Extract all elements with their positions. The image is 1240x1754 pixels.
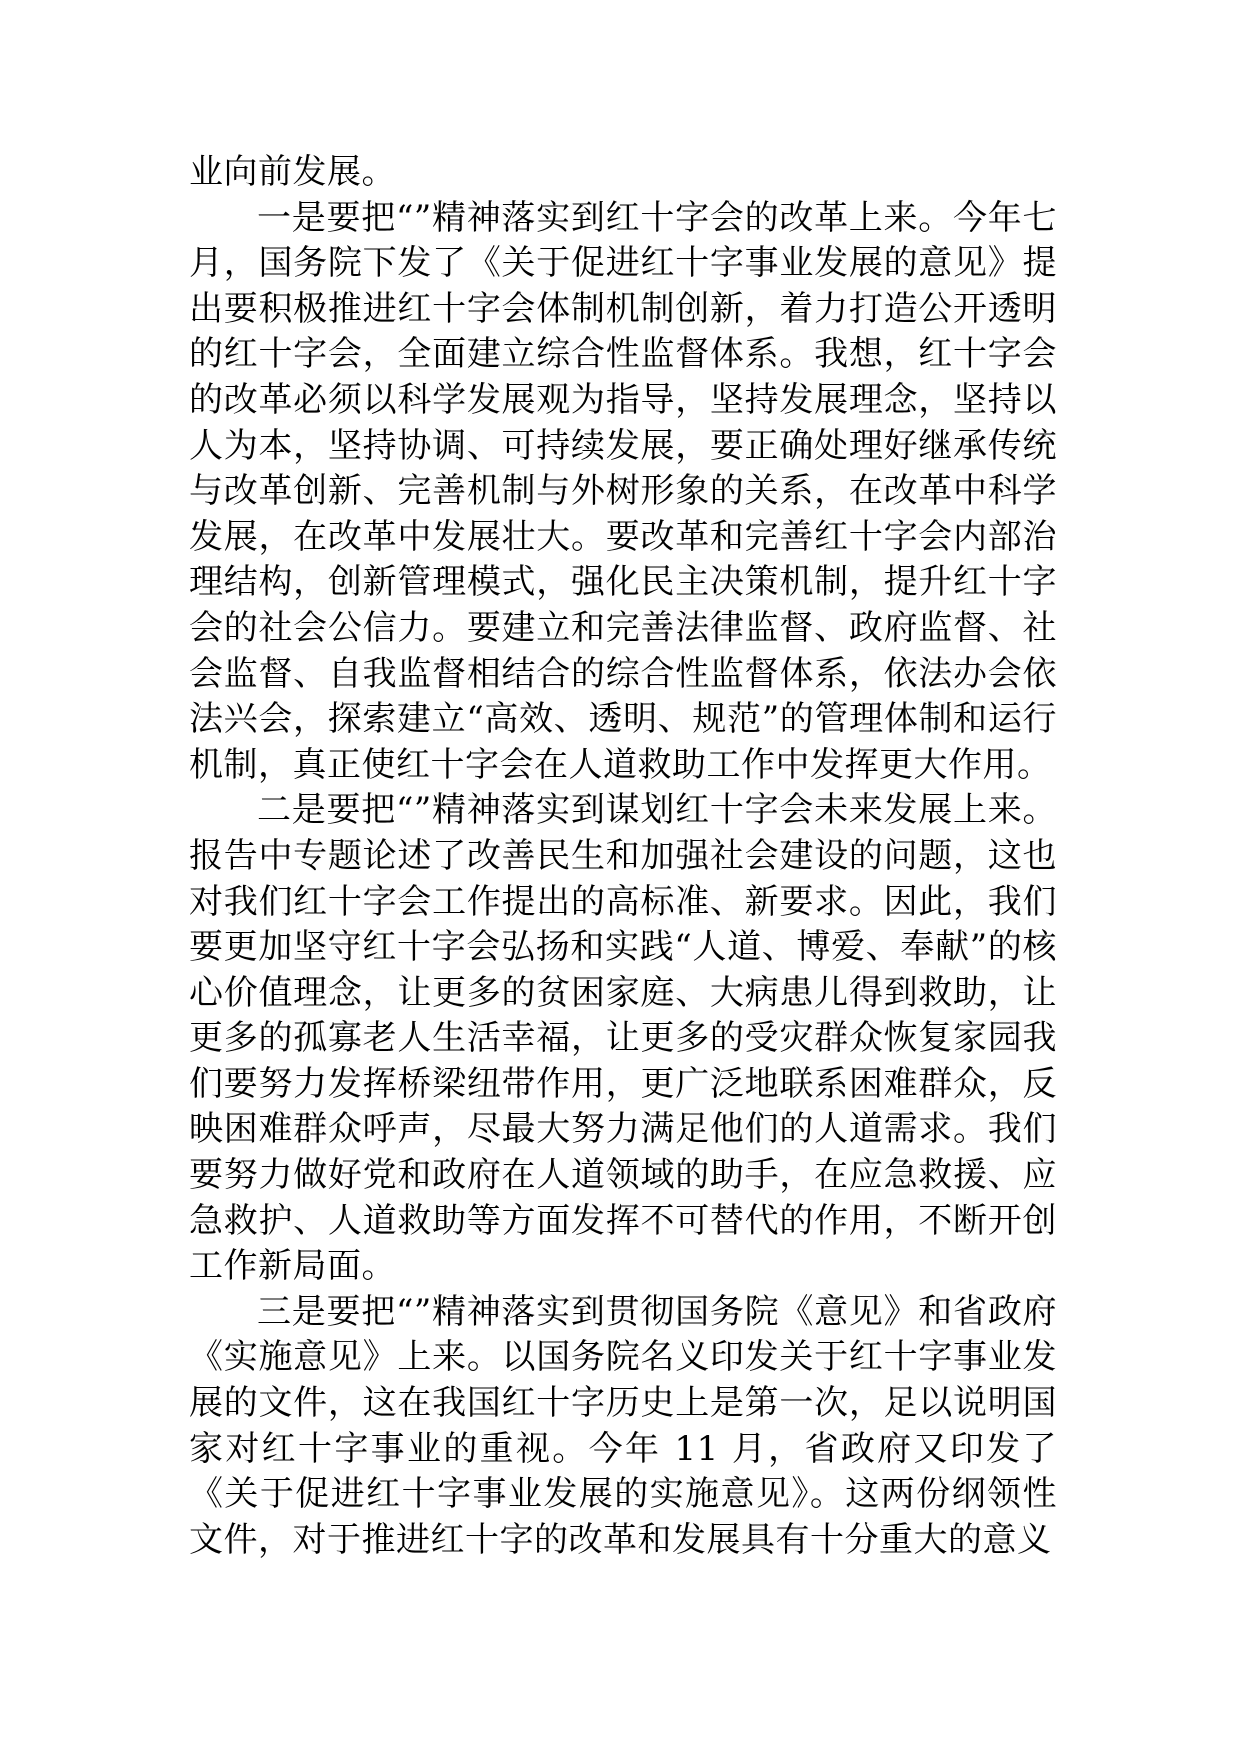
paragraph-continuation: 业向前发展。 (189, 152, 396, 192)
paragraph-point-three: 三是要把“”精神落实到贯彻国务院《意见》和省政府《实施意见》上来。以国务院名义印发关于红十字事业发展的文件，这在我国红十字历史上是第一次，足以说明国家对红十字事业的重视。今年 11 月，省政府又印发了《关于促进红十字事业发展的实施意见》。这两份纲领性文件，对于推进红十字的改革和发展具有十分重大的意义 (189, 1291, 1057, 1560)
paragraph-point-two: 二是要把“”精神落实到谋划红十字会未来发展上来。报告中专题论述了改善民生和加强社会建设的问题，这也对我们红十字会工作提出的高标准、新要求。因此，我们要更加坚守红十字会弘扬和实践“人道、博爱、奉献”的核心价值理念，让更多的贫困家庭、大病患儿得到救助，让更多的孤寡老人生活幸福，让更多的受灾群众恢复家园我们要努力发挥桥梁纽带作用，更广泛地联系困难群众，反映困难群众呼声，尽最大努力满足他们的人道需求。我们要努力做好党和政府在人道领域的助手，在应急救援、应急救护、人道救助等方面发挥不可替代的作用，不断开创工作新局面。 (189, 790, 1057, 1287)
paragraph-point-one: 一是要把“”精神落实到红十字会的改革上来。今年七月，国务院下发了《关于促进红十字事业发展的意见》提出要积极推进红十字会体制机制创新，着力打造公开透明的红十字会，全面建立综合性监督体系。我想，红十字会的改革必须以科学发展观为指导，坚持发展理念，坚持以人为本，坚持协调、可持续发展，要正确处理好继承传统与改革创新、完善机制与外树形象的关系，在改革中科学发展，在改革中发展壮大。要改革和完善红十字会内部治理结构，创新管理模式，强化民主决策机制，提升红十字会的社会公信力。要建立和完善法律监督、政府监督、社会监督、自我监督相结合的综合性监督体系，依法办会依法兴会，探索建立“高效、透明、规范”的管理体制和运行机制，真正使红十字会在人道救助工作中发挥更大作用。 (189, 197, 1057, 785)
document-page (189, 150, 1057, 1563)
